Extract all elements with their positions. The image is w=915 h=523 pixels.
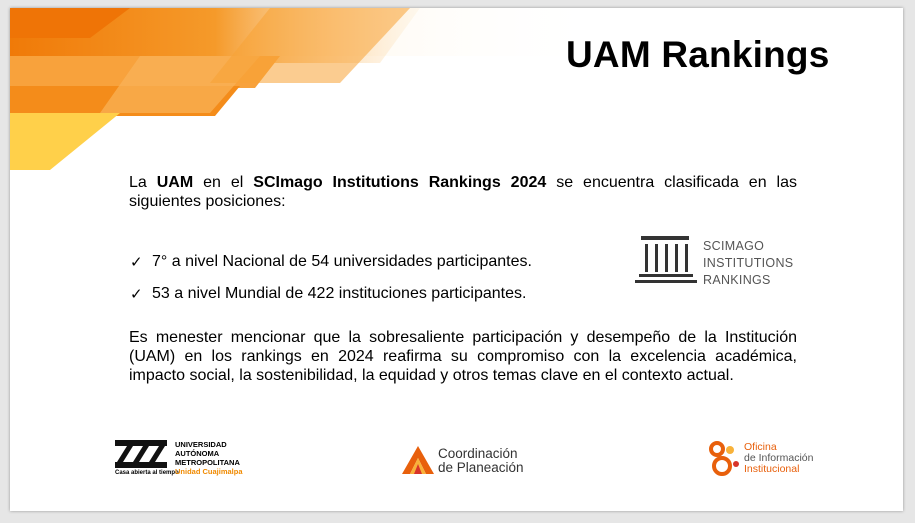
planeacion-wordmark [438,447,524,475]
presentation-slide [10,8,903,511]
intro-text-1: La [129,174,157,191]
check-icon: ✓ [130,286,143,303]
uam-caption: Casa abierta al tiempo [115,470,179,476]
uam-line-3: METROPOLITANA [175,458,240,467]
closing-paragraph: Es menester mencionar que la sobresaliente participación y desempeño de la Institución (UAM) en los rankings en 2024 reafirma su compromiso con la excelencia académica, impacto social, la sostenibilidad, la equidad y otros temas clave en el contexto actual. [129,329,797,384]
columns-icon [635,236,697,288]
uam-wordmark [175,440,243,476]
oficina-wordmark [744,442,813,475]
intro-text-3: se encuentra clasificada en las siguientes posiciones: [129,174,797,210]
planeacion-line-1: Coordinación [438,446,518,461]
intro-text-2: en el [193,174,254,191]
scimago-line-1: SCIMAGO [703,239,765,253]
uam-line-2: AUTÓNOMA [175,449,220,458]
uam-line-1: UNIVERSIDAD [175,440,227,449]
scimago-line-3: RANKINGS [703,273,771,287]
ranking-list [130,246,610,310]
oficina-line-3: Institucional [744,463,800,475]
list-item-text: 53 a nivel Mundial de 422 instituciones participantes. [152,285,527,302]
scimago-logo [635,234,795,290]
uam-logo [115,440,265,484]
oficina-informacion-logo [708,440,818,480]
oficina-line-2: de Información [744,452,814,464]
scimago-wordmark [703,238,793,289]
planeacion-emblem-icon [402,446,434,476]
uam-emblem-icon [115,440,167,468]
list-item-mundial [130,278,610,310]
planeacion-line-2: de Planeación [438,460,524,475]
uam-line-4: Unidad Cuajimalpa [175,467,243,476]
intro-bold-ranking: SCImago Institutions Rankings 2024 [253,174,547,191]
intro-bold-uam: UAM [156,174,194,191]
list-item-nacional [130,246,610,278]
intro-paragraph [129,173,797,211]
list-item-text: 7° a nivel Nacional de 54 universidades participantes. [152,253,532,270]
check-icon: ✓ [130,254,143,271]
oficina-emblem-icon [708,440,742,478]
scimago-line-2: INSTITUTIONS [703,256,794,270]
slide-title: UAM Rankings [566,34,830,75]
oficina-line-1: Oficina [744,441,777,453]
coordinacion-planeacion-logo [402,444,532,480]
